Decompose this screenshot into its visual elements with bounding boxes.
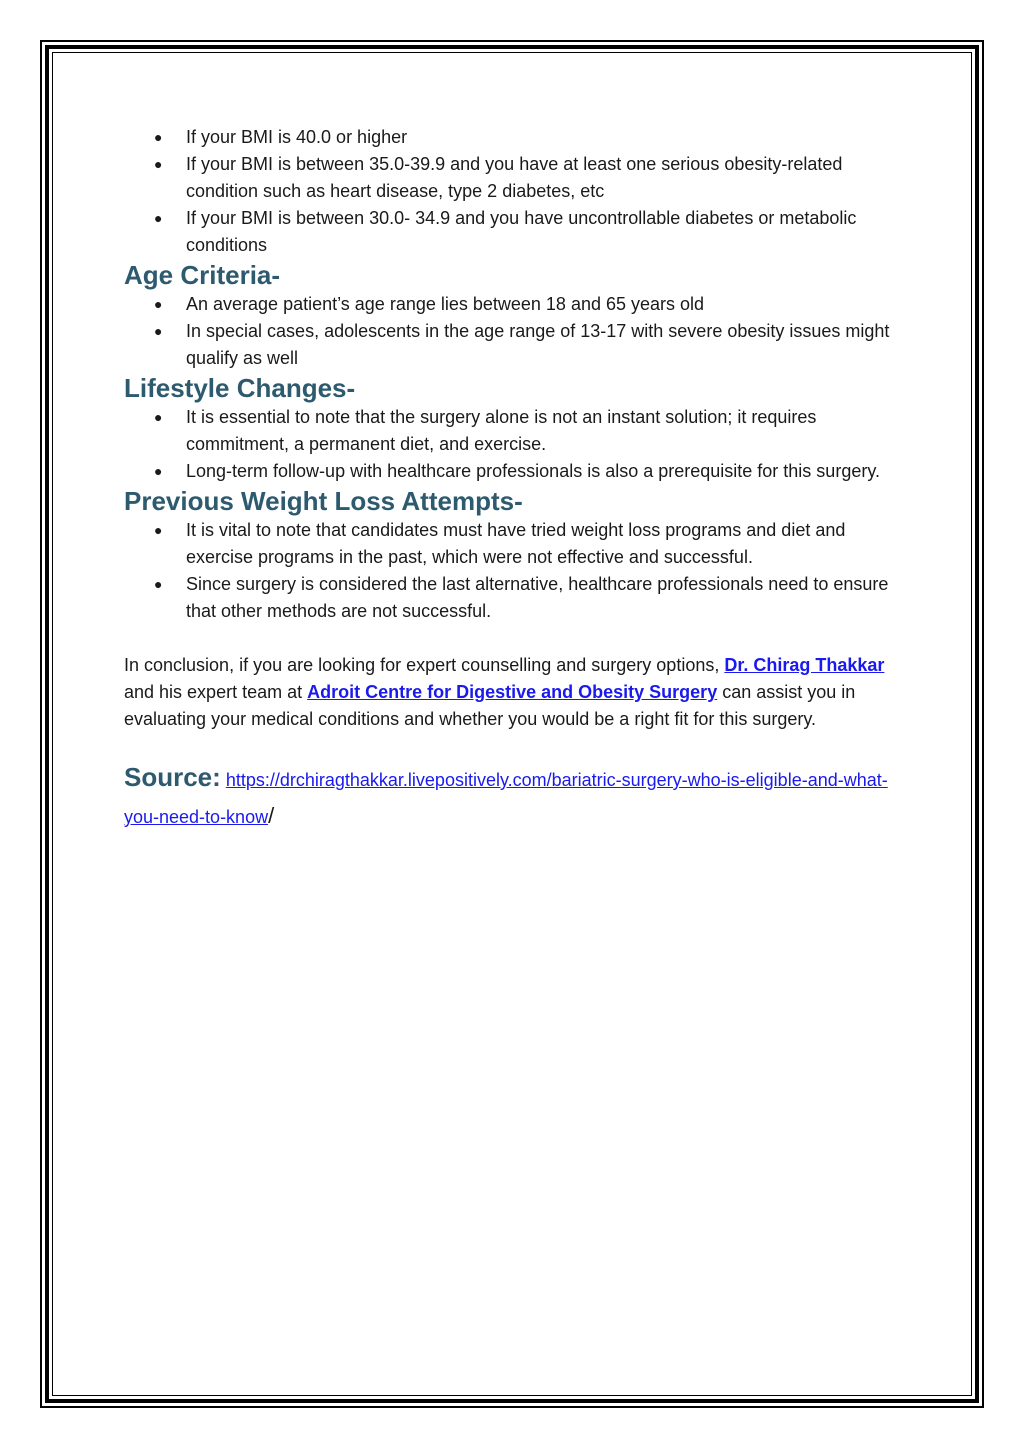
bullet-icon: ● bbox=[154, 156, 163, 172]
list-item: ● If your BMI is between 30.0- 34.9 and you have uncontrollable diabetes or metabolic conditions bbox=[124, 205, 904, 259]
age-criteria-list bbox=[124, 291, 904, 372]
bullet-icon: ● bbox=[154, 323, 163, 339]
list-item: ● If your BMI is between 35.0-39.9 and you have at least one serious obesity-related condition such as heart disease, type 2 diabetes, etc bbox=[124, 151, 904, 205]
list-item: ● In special cases, adolescents in the age range of 13-17 with severe obesity issues might qualify as well bbox=[124, 318, 904, 372]
source-trailing-slash: / bbox=[268, 803, 275, 828]
source-url-link[interactable]: https://drchiragthakkar.livepositively.com/bariatric-surgery-who-is-eligible-and-what-you-need-to-know bbox=[124, 770, 888, 827]
list-item: ● Long-term follow-up with healthcare professionals is also a prerequisite for this surgery. bbox=[124, 458, 904, 485]
bmi-criteria-list bbox=[124, 124, 904, 259]
lifestyle-changes-list bbox=[124, 404, 904, 485]
bullet-icon: ● bbox=[154, 463, 163, 479]
conclusion-paragraph: In conclusion, if you are looking for expert counselling and surgery options, Dr. Chirag Thakkar and his expert team at Adroit Centre for Digestive and Obesity Surgery can assist you in evaluating your medical conditions and whether you would be a right fit for this surgery. bbox=[124, 655, 885, 729]
bullet-icon: ● bbox=[154, 129, 163, 145]
bullet-icon: ● bbox=[154, 296, 163, 312]
list-item: ● An average patient’s age range lies between 18 and 65 years old bbox=[124, 291, 904, 318]
source-line bbox=[124, 759, 904, 835]
document-content bbox=[124, 124, 904, 835]
list-item: ● Since surgery is considered the last alternative, healthcare professionals need to ensure that other methods are not successful. bbox=[124, 571, 904, 625]
bullet-icon: ● bbox=[154, 522, 163, 538]
previous-attempts-list bbox=[124, 517, 904, 625]
previous-attempts-heading: Previous Weight Loss Attempts- bbox=[124, 486, 523, 516]
dr-chirag-thakkar-link[interactable]: Dr. Chirag Thakkar bbox=[724, 655, 885, 675]
list-item: ● If your BMI is 40.0 or higher bbox=[124, 124, 904, 151]
list-item: ● It is essential to note that the surgery alone is not an instant solution; it requires commitment, a permanent diet, and exercise. bbox=[124, 404, 904, 458]
adroit-centre-link[interactable]: Adroit Centre for Digestive and Obesity Surgery bbox=[307, 682, 718, 702]
source-label: Source: bbox=[124, 762, 221, 792]
bullet-icon: ● bbox=[154, 210, 163, 226]
bullet-icon: ● bbox=[154, 576, 163, 592]
age-criteria-heading: Age Criteria- bbox=[124, 260, 281, 290]
list-item: ● It is vital to note that candidates must have tried weight loss programs and diet and exercise programs in the past, which were not effective and successful. bbox=[124, 517, 904, 571]
bullet-icon: ● bbox=[154, 409, 163, 425]
lifestyle-changes-heading: Lifestyle Changes- bbox=[124, 373, 356, 403]
